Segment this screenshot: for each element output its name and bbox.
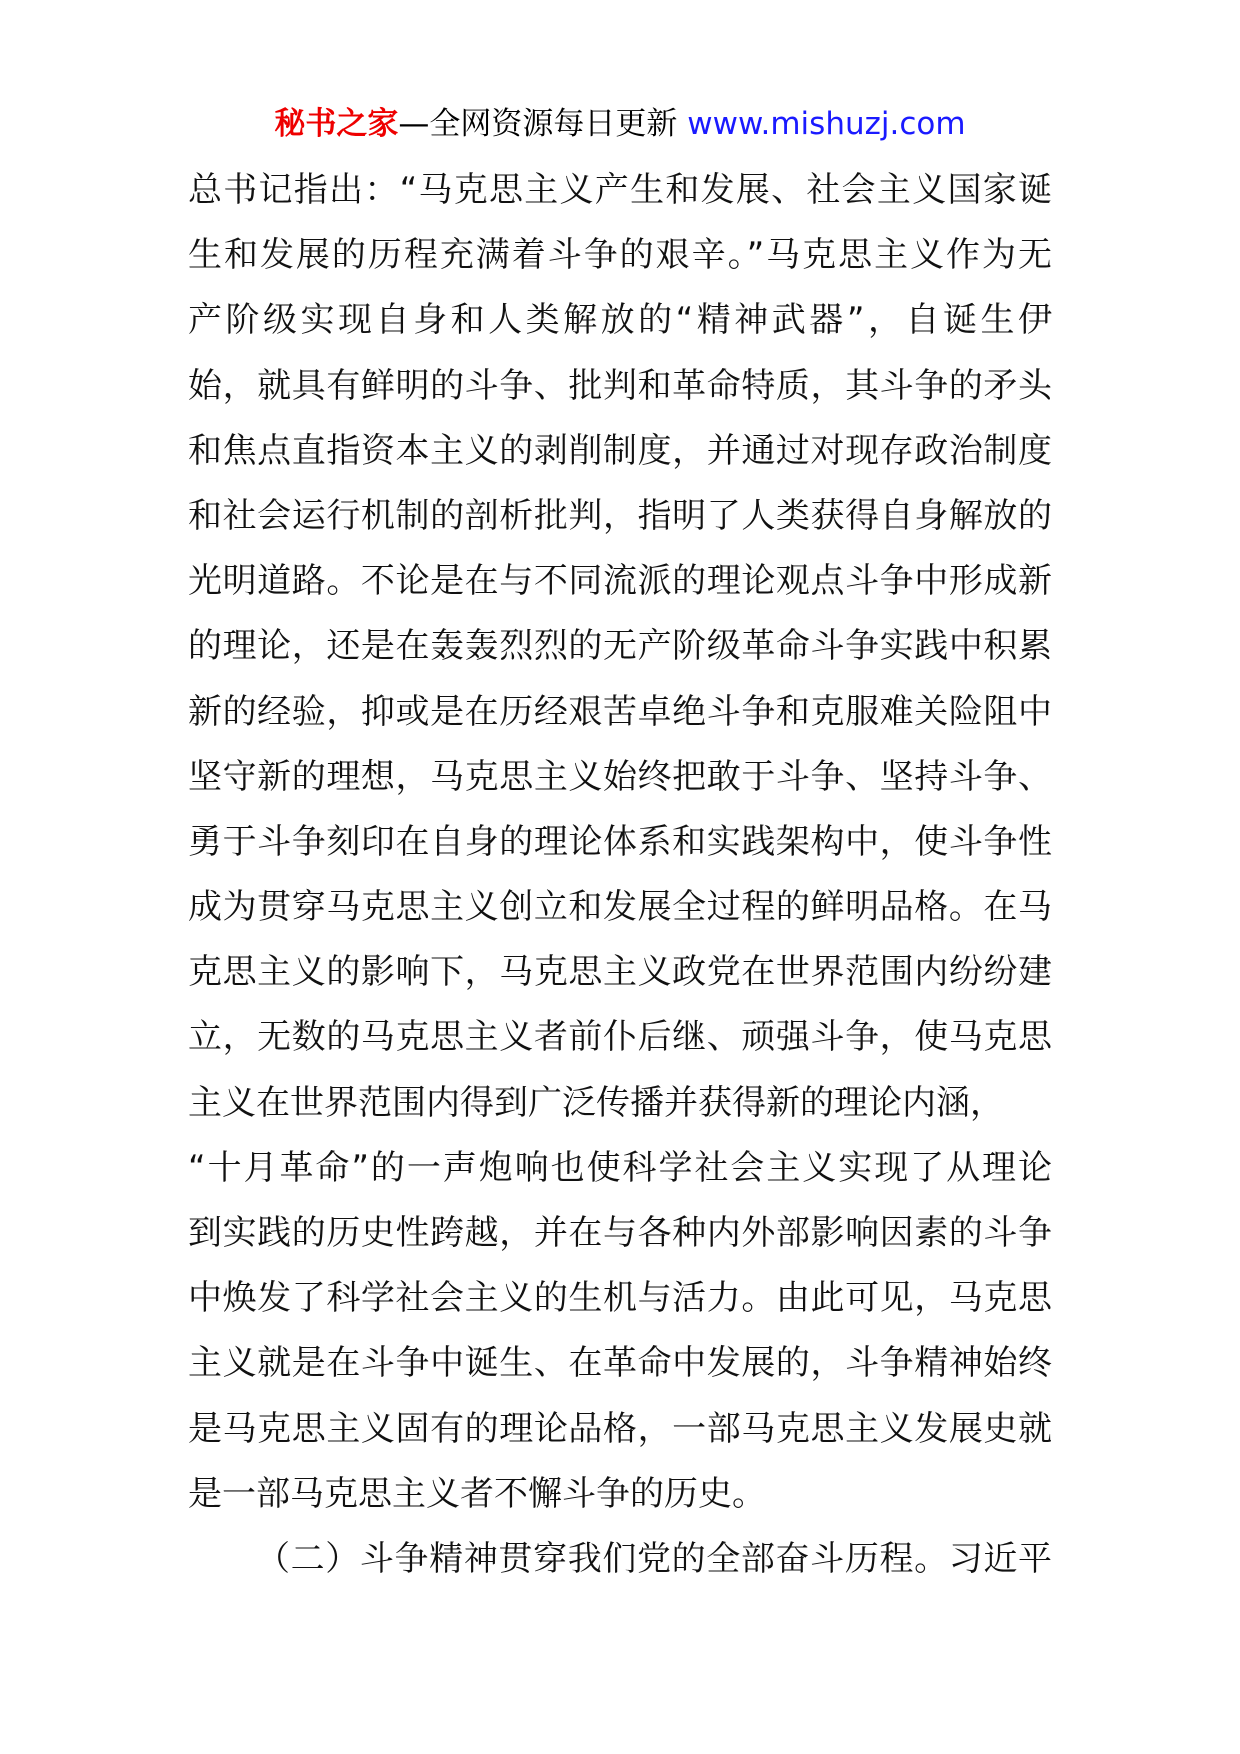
- text-line: 中焕发了科学社会主义的生机与活力。由此可见，马克思: [188, 1278, 1052, 1319]
- text-line: 坚守新的理想，马克思主义始终把敢于斗争、坚持斗争、: [188, 756, 1052, 797]
- text-line: 到实践的历史性跨越，并在与各种内外部影响因素的斗争: [188, 1213, 1052, 1253]
- text-line: 新的经验，抑或是在历经艰苦卓绝斗争和克服难关险阻中: [188, 691, 1052, 732]
- text-line: 生和发展的历程充满着斗争的艰辛。”马克思主义作为无: [188, 235, 1052, 276]
- text-line: 产阶级实现自身和人类解放的“精神武器”，自诞生伊: [188, 300, 1052, 341]
- article-body: [188, 158, 1052, 1592]
- site-header: [188, 102, 1052, 146]
- text-line: 始，就具有鲜明的斗争、批判和革命特质，其斗争的矛头: [188, 365, 1052, 406]
- text-line: 是一部马克思主义者不懈斗争的历史。: [188, 1473, 766, 1514]
- text-line: 成为贯穿马克思主义创立和发展全过程的鲜明品格。在马: [188, 887, 1052, 928]
- text-line: “十月革命”的一声炮响也使科学社会主义实现了从理论: [188, 1147, 1052, 1188]
- text-line: 勇于斗争刻印在自身的理论体系和实践架构中，使斗争性: [188, 821, 1052, 862]
- text-line: 主义就是在斗争中诞生、在革命中发展的，斗争精神始终: [188, 1343, 1052, 1384]
- text-line: 克思主义的影响下，马克思主义政党在世界范围内纷纷建: [188, 952, 1052, 993]
- text-line: 主义在世界范围内得到广泛传播并获得新的理论内涵，: [188, 1082, 1004, 1123]
- text-line: 的理论，还是在轰轰烈烈的无产阶级革命斗争实践中积累: [188, 626, 1052, 667]
- brand-name: 秘书之家: [274, 106, 399, 142]
- section-heading-line: （二）斗争精神贯穿我们党的全部奋斗历程。习近平: [256, 1538, 1052, 1579]
- text-line: 立，无数的马克思主义者前仆后继、顽强斗争，使马克思: [188, 1017, 1052, 1058]
- text-line: 光明道路。不论是在与不同流派的理论观点斗争中形成新: [188, 561, 1052, 602]
- text-line: 和社会运行机制的剖析批判，指明了人类获得自身解放的: [188, 495, 1052, 536]
- text-line: 和焦点直指资本主义的剥削制度，并通过对现存政治制度: [188, 430, 1052, 471]
- site-url-link[interactable]: www.mishuzj.com: [687, 106, 966, 142]
- text-line: 总书记指出：“马克思主义产生和发展、社会主义国家诞: [188, 170, 1052, 210]
- text-line: 是马克思主义固有的理论品格，一部马克思主义发展史就: [188, 1408, 1052, 1449]
- header-slogan: —全网资源每日更新: [398, 106, 678, 142]
